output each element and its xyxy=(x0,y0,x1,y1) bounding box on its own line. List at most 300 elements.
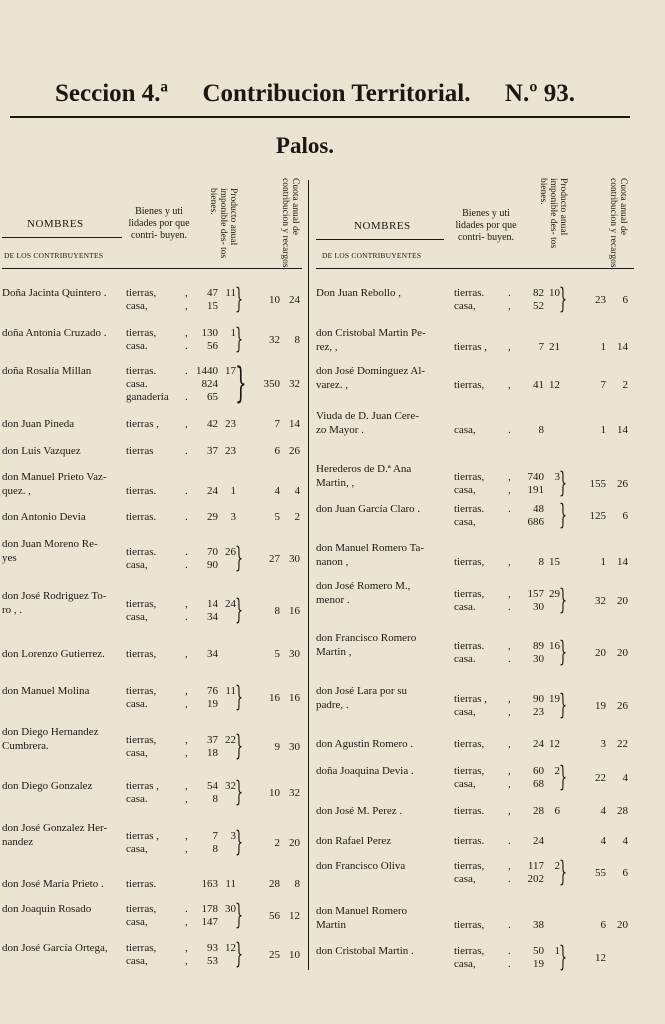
header-names-sub: DE LOS CONTRIBUYENTES xyxy=(4,251,104,260)
contributor-name: don Agustin Romero . xyxy=(316,738,414,750)
brace-mark: } xyxy=(559,583,568,616)
section-label: Seccion 4.ª xyxy=(55,80,169,107)
product-value: 19 xyxy=(533,958,544,970)
cuota-value: 32 xyxy=(269,333,280,346)
product-value: 50 xyxy=(533,945,544,957)
page-header xyxy=(55,80,575,108)
header-rule xyxy=(2,237,122,238)
header-names-sub: DE LOS CONTRIBUYENTES xyxy=(322,251,422,260)
separator-mark: , xyxy=(508,765,511,777)
product-value: 89 xyxy=(533,640,544,652)
separator-mark: , xyxy=(508,471,511,483)
cuota-value: 5 xyxy=(274,511,280,523)
product-fraction: 15 xyxy=(549,556,560,568)
column-divider xyxy=(308,180,309,970)
contributor-name: don Manuel Molina xyxy=(2,685,90,697)
product-fraction: 21 xyxy=(549,341,560,353)
cuota-fraction: 6 xyxy=(622,509,628,522)
separator-mark: , xyxy=(185,648,188,660)
cuota-value: 23 xyxy=(595,293,606,306)
cuota-value: 10 xyxy=(269,786,280,799)
cuota-fraction: 12 xyxy=(289,909,300,922)
separator-mark: , xyxy=(185,955,188,967)
property-kind: tierras, xyxy=(454,945,485,957)
product-value: 34 xyxy=(207,611,218,623)
contributor-name: Martin, , xyxy=(316,477,355,489)
product-value: 65 xyxy=(207,391,218,403)
product-value: 8 xyxy=(212,843,218,855)
product-value: 18 xyxy=(207,747,218,759)
separator-mark: , xyxy=(185,698,188,710)
separator-mark: . xyxy=(508,287,511,299)
cuota-value: 6 xyxy=(600,919,606,931)
contributor-name: don José Romero M., xyxy=(316,580,411,592)
product-value: 90 xyxy=(207,559,218,571)
product-fraction: 3 xyxy=(554,471,560,483)
property-kind: tierras xyxy=(126,445,154,457)
property-kind: tierras, xyxy=(454,379,485,391)
product-fraction: 11 xyxy=(225,685,236,697)
property-kind: casa. xyxy=(126,340,148,352)
separator-mark: . xyxy=(185,559,188,571)
contributor-name: don Manuel Romero xyxy=(316,905,408,917)
product-value: 191 xyxy=(527,484,544,496)
property-kind: casa, xyxy=(126,747,148,759)
cuota-value: 10 xyxy=(269,293,280,306)
contributor-name: Cumbrera. xyxy=(2,740,49,752)
cuota-fraction: 24 xyxy=(289,293,300,306)
cuota-value: 19 xyxy=(595,699,606,712)
contributor-name: don José Rodriguez To- xyxy=(2,590,107,602)
separator-mark: . xyxy=(185,445,188,457)
header-producto: Producto anual imponible des- tos bienes. xyxy=(538,178,568,249)
header-rule-bottom xyxy=(316,268,634,269)
property-kind: casa. xyxy=(454,653,476,665)
page-number: N.º 93. xyxy=(504,80,575,107)
property-kind: tierras, xyxy=(126,287,157,299)
property-kind: casa, xyxy=(126,843,148,855)
product-fraction: 1 xyxy=(230,327,236,339)
brace-mark: } xyxy=(235,593,244,626)
brace-mark: } xyxy=(559,688,568,721)
brace-mark: } xyxy=(559,466,568,499)
contributor-name: don Diego Gonzalez xyxy=(2,780,93,792)
separator-mark: , xyxy=(508,693,511,705)
separator-mark: , xyxy=(508,778,511,790)
header-bienes: Bienes y uti lidades por que contri- buyen. xyxy=(455,208,517,243)
cuota-value: 6 xyxy=(274,445,280,457)
product-value: 42 xyxy=(207,418,218,430)
cuota-fraction: 30 xyxy=(289,740,300,753)
cuota-value: 28 xyxy=(269,878,280,890)
contributor-name: menor . xyxy=(316,594,350,606)
cuota-value: 1 xyxy=(600,424,606,436)
separator-mark: , xyxy=(508,588,511,600)
separator-mark: . xyxy=(508,424,511,436)
product-fraction: 23 xyxy=(225,445,236,457)
property-kind: casa, xyxy=(126,611,148,623)
contributor-name: nandez xyxy=(2,836,34,848)
property-kind: tierras, xyxy=(126,942,157,954)
property-kind: tierras, xyxy=(126,648,157,660)
contributor-name: quez. , xyxy=(2,485,32,497)
property-kind: casa, xyxy=(454,424,476,436)
cuota-fraction: 4 xyxy=(622,835,628,847)
brace-mark: } xyxy=(559,940,568,973)
cuota-value: 4 xyxy=(600,805,606,817)
property-kind: ganadería xyxy=(126,391,169,403)
separator-mark: . xyxy=(508,601,511,613)
product-fraction: 11 xyxy=(225,287,236,299)
page-title: Contribucion Territorial. xyxy=(202,80,471,107)
product-value: 15 xyxy=(207,300,218,312)
property-kind: tierras, xyxy=(454,588,485,600)
separator-mark: , xyxy=(508,300,511,312)
brace-mark: } xyxy=(235,322,244,355)
cuota-fraction: 20 xyxy=(617,646,628,659)
product-fraction: 12 xyxy=(225,942,236,954)
contributor-name: don Francisco Oliva xyxy=(316,860,406,872)
header-names: NOMBRES xyxy=(354,220,411,232)
property-kind: casa, xyxy=(454,778,476,790)
product-fraction: 26 xyxy=(225,546,236,558)
contributor-name: Martin , xyxy=(316,646,352,658)
property-kind: casa. xyxy=(454,601,476,613)
property-kind: tierras, xyxy=(126,598,157,610)
header-bienes: Bienes y uti lidades por que contri- buyen. xyxy=(128,206,190,241)
brace-mark: } xyxy=(559,855,568,888)
cuota-fraction: 16 xyxy=(289,604,300,617)
separator-mark: , xyxy=(508,805,511,817)
property-kind: casa, xyxy=(126,916,148,928)
place-title: Palos. xyxy=(275,133,335,158)
product-value: 163 xyxy=(201,878,218,890)
separator-mark: , xyxy=(508,556,511,568)
cuota-value: 22 xyxy=(595,771,606,784)
cuota-fraction: 28 xyxy=(617,805,628,817)
contributor-name: don José María Prieto . xyxy=(2,878,104,890)
property-kind: tierras, xyxy=(454,919,485,931)
contributor-name: don Rafael Perez xyxy=(316,835,392,847)
product-value: 23 xyxy=(533,706,544,718)
product-value: 56 xyxy=(207,340,218,352)
property-kind: tierras. xyxy=(126,878,157,890)
contributor-name: don José García Ortega, xyxy=(2,942,108,954)
contributor-name: doña Rosalía Millan xyxy=(2,365,92,377)
contributor-name: don Francisco Romero xyxy=(316,632,417,644)
separator-mark: , xyxy=(185,747,188,759)
product-fraction: 12 xyxy=(549,379,560,391)
property-kind: tierras. xyxy=(454,805,485,817)
contributor-name: Doña Jacinta Quintero . xyxy=(2,287,107,299)
property-kind: tierras , xyxy=(454,693,487,705)
contributor-name: don Juan Pineda xyxy=(2,418,75,430)
product-value: 824 xyxy=(201,378,218,390)
separator-mark: , xyxy=(185,780,188,792)
cuota-fraction: 8 xyxy=(294,333,300,346)
separator-mark: . xyxy=(185,391,188,403)
separator-mark: . xyxy=(508,835,511,847)
brace-mark: } xyxy=(235,898,244,931)
separator-mark: . xyxy=(508,958,511,970)
product-value: 7 xyxy=(538,341,544,353)
product-value: 24 xyxy=(533,738,544,750)
cuota-fraction: 16 xyxy=(289,691,300,704)
contributor-name: Don Juan Rebollo , xyxy=(316,287,401,299)
separator-mark: . xyxy=(185,511,188,523)
cuota-fraction: 2 xyxy=(622,379,628,391)
cuota-value: 3 xyxy=(600,738,606,750)
product-fraction: 2 xyxy=(554,765,560,777)
header-cuota: Cuota anual de contribucion y recargos. xyxy=(280,178,300,270)
product-value: 48 xyxy=(533,503,544,515)
cuota-value: 350 xyxy=(263,378,280,390)
separator-mark: . xyxy=(185,365,188,377)
product-value: 24 xyxy=(207,485,218,497)
product-value: 52 xyxy=(533,300,544,312)
product-fraction: 12 xyxy=(549,738,560,750)
product-fraction: 23 xyxy=(225,418,236,430)
property-kind: casa. xyxy=(126,378,148,390)
contributor-name: Martin xyxy=(316,919,346,931)
product-fraction: 1 xyxy=(230,485,236,497)
separator-mark: , xyxy=(185,287,188,299)
product-value: 37 xyxy=(207,445,218,457)
contributor-name: don Cristobal Martin . xyxy=(316,945,414,957)
product-fraction: 6 xyxy=(554,805,560,817)
property-kind: tierras, xyxy=(454,738,485,750)
product-value: 41 xyxy=(533,379,544,391)
property-kind: tierras, xyxy=(454,471,485,483)
property-kind: tierras , xyxy=(454,341,487,353)
property-kind: casa, xyxy=(454,873,476,885)
cuota-fraction: 26 xyxy=(289,445,300,457)
property-kind: tierras. xyxy=(126,546,157,558)
separator-mark: , xyxy=(185,734,188,746)
product-value: 8 xyxy=(538,424,544,436)
contributor-name: don Antonio Devia xyxy=(2,511,86,523)
cuota-value: 9 xyxy=(274,740,280,753)
product-value: 14 xyxy=(207,598,218,610)
product-fraction: 29 xyxy=(549,588,560,600)
product-fraction: 30 xyxy=(225,903,236,915)
product-value: 76 xyxy=(207,685,218,697)
product-value: 37 xyxy=(207,734,218,746)
separator-mark: , xyxy=(508,860,511,872)
cuota-fraction: 14 xyxy=(617,424,628,436)
cuota-fraction: 30 xyxy=(289,552,300,565)
brace-mark: } xyxy=(559,498,568,531)
property-kind: casa, xyxy=(454,300,476,312)
brace-mark: } xyxy=(235,775,244,808)
brace-mark: } xyxy=(559,760,568,793)
property-kind: tierras. xyxy=(126,485,157,497)
property-kind: tierras. xyxy=(454,640,485,652)
cuota-value: 1 xyxy=(600,341,606,353)
separator-mark: . xyxy=(508,873,511,885)
cuota-fraction: 20 xyxy=(617,594,628,607)
property-kind: tierras , xyxy=(126,418,159,430)
cuota-value: 55 xyxy=(595,866,606,879)
separator-mark: , xyxy=(185,327,188,339)
product-value: 178 xyxy=(201,903,218,915)
separator-mark: , xyxy=(185,916,188,928)
property-kind: tierras. xyxy=(454,287,485,299)
product-value: 29 xyxy=(207,511,218,523)
contributor-name: don Manuel Romero Ta- xyxy=(316,542,425,554)
cuota-fraction: 20 xyxy=(617,919,628,931)
product-fraction: 3 xyxy=(230,511,236,523)
contributor-name: don Luis Vazquez xyxy=(2,445,81,457)
property-kind: casa. xyxy=(126,698,148,710)
cuota-value: 12 xyxy=(595,951,606,964)
brace-mark: } xyxy=(235,825,244,858)
cuota-value: 16 xyxy=(269,691,280,704)
cuota-value: 125 xyxy=(589,509,606,522)
separator-mark: , xyxy=(185,793,188,805)
product-value: 30 xyxy=(533,653,544,665)
cuota-fraction: 10 xyxy=(289,948,300,961)
product-value: 70 xyxy=(207,546,218,558)
cuota-value: 27 xyxy=(269,552,280,565)
cuota-fraction: 2 xyxy=(294,511,300,523)
contributor-name: don Manuel Prieto Vaz- xyxy=(2,471,107,483)
brace-mark: } xyxy=(559,282,568,315)
product-fraction: 2 xyxy=(554,860,560,872)
product-value: 157 xyxy=(527,588,544,600)
cuota-fraction: 8 xyxy=(294,878,300,890)
contributor-name: Viuda de D. Juan Cere- xyxy=(316,410,419,422)
cuota-fraction: 20 xyxy=(289,836,300,849)
product-fraction: 10 xyxy=(549,287,560,299)
brace-mark: } xyxy=(235,937,244,970)
property-kind: casa, xyxy=(126,955,148,967)
contributor-name: don Juan García Claro . xyxy=(316,503,421,515)
cuota-fraction: 22 xyxy=(617,738,628,750)
product-value: 686 xyxy=(527,516,544,528)
separator-mark: , xyxy=(508,341,511,353)
separator-mark: . xyxy=(508,919,511,931)
product-value: 8 xyxy=(212,793,218,805)
separator-mark: , xyxy=(508,738,511,750)
product-value: 130 xyxy=(201,327,218,339)
contributor-name: don Diego Hernandez xyxy=(2,726,99,738)
property-kind: casa, xyxy=(126,559,148,571)
header-rule xyxy=(316,239,444,240)
separator-mark: , xyxy=(508,379,511,391)
separator-mark: . xyxy=(185,485,188,497)
separator-mark: , xyxy=(185,843,188,855)
header-names: NOMBRES xyxy=(27,218,84,230)
brace-mark: } xyxy=(235,541,244,574)
cuota-fraction: 14 xyxy=(617,341,628,353)
product-fraction: 22 xyxy=(225,734,236,746)
contributor-name: zo Mayor . xyxy=(316,424,364,436)
product-value: 47 xyxy=(207,287,218,299)
contributor-name: don Juan Moreno Re- xyxy=(2,538,98,550)
product-fraction: 1 xyxy=(554,945,560,957)
product-value: 202 xyxy=(527,873,544,885)
product-value: 1440 xyxy=(196,365,218,377)
header-rule-bottom xyxy=(2,268,302,269)
product-value: 93 xyxy=(207,942,218,954)
brace-mark: } xyxy=(235,680,244,713)
contributor-name: don Lorenzo Gutierrez. xyxy=(2,648,105,660)
contributor-name: doña Joaquina Devia . xyxy=(316,765,414,777)
product-value: 54 xyxy=(207,780,218,792)
contributor-name: rez, , xyxy=(316,341,338,353)
product-value: 68 xyxy=(533,778,544,790)
brace-mark: } xyxy=(235,359,247,407)
header-producto: Producto anual imponible des- tos bienes. xyxy=(208,188,238,259)
product-value: 60 xyxy=(533,765,544,777)
contributor-name: padre, . xyxy=(316,699,349,711)
property-kind: tierras , xyxy=(126,830,159,842)
cuota-fraction: 4 xyxy=(294,485,300,497)
header-rule xyxy=(10,116,630,118)
product-value: 34 xyxy=(207,648,218,660)
separator-mark: , xyxy=(185,830,188,842)
property-kind: casa, xyxy=(454,484,476,496)
brace-mark: } xyxy=(235,729,244,762)
product-fraction: 11 xyxy=(225,878,236,890)
cuota-fraction: 26 xyxy=(617,477,628,490)
separator-mark: , xyxy=(185,942,188,954)
separator-mark: , xyxy=(508,484,511,496)
property-kind: tierras, xyxy=(126,734,157,746)
cuota-value: 25 xyxy=(269,948,280,961)
property-kind: tierras, xyxy=(126,327,157,339)
product-fraction: 24 xyxy=(225,598,236,610)
property-kind: tierras. xyxy=(454,503,485,515)
property-kind: tierras, xyxy=(126,903,157,915)
property-kind: tierras. xyxy=(454,835,485,847)
property-kind: tierras , xyxy=(126,780,159,792)
cuota-fraction: 32 xyxy=(289,786,300,799)
product-value: 147 xyxy=(201,916,218,928)
cuota-fraction: 14 xyxy=(617,556,628,568)
contributor-name: ro , . xyxy=(2,604,23,616)
cuota-value: 32 xyxy=(595,594,606,607)
cuota-value: 8 xyxy=(274,604,280,617)
product-value: 38 xyxy=(533,919,544,931)
contributor-name: Herederos de D.ª Ana xyxy=(316,463,412,475)
cuota-value: 1 xyxy=(600,556,606,568)
brace-mark: } xyxy=(235,282,244,315)
separator-mark: . xyxy=(185,546,188,558)
cuota-fraction: 4 xyxy=(622,771,628,784)
header-cuota: Cuota anual de contribucion y recargos. xyxy=(608,178,628,270)
contributor-name: don José Lara por su xyxy=(316,685,408,697)
product-value: 28 xyxy=(533,805,544,817)
cuota-fraction: 6 xyxy=(622,293,628,306)
cuota-value: 155 xyxy=(589,477,606,490)
separator-mark: , xyxy=(185,685,188,697)
brace-mark: } xyxy=(559,635,568,668)
separator-mark: . xyxy=(185,903,188,915)
product-fraction: 3 xyxy=(230,830,236,842)
cuota-value: 4 xyxy=(274,485,280,497)
separator-mark: . xyxy=(508,503,511,515)
contributor-name: don José Dominguez Al- xyxy=(316,365,426,377)
contributor-name: doña Antonia Cruzado . xyxy=(2,327,107,339)
cuota-fraction: 6 xyxy=(622,866,628,879)
product-value: 7 xyxy=(212,830,218,842)
contributor-name: nanon , xyxy=(316,556,349,568)
property-kind: casa, xyxy=(454,516,476,528)
cuota-fraction: 26 xyxy=(617,699,628,712)
product-fraction: 32 xyxy=(225,780,236,792)
